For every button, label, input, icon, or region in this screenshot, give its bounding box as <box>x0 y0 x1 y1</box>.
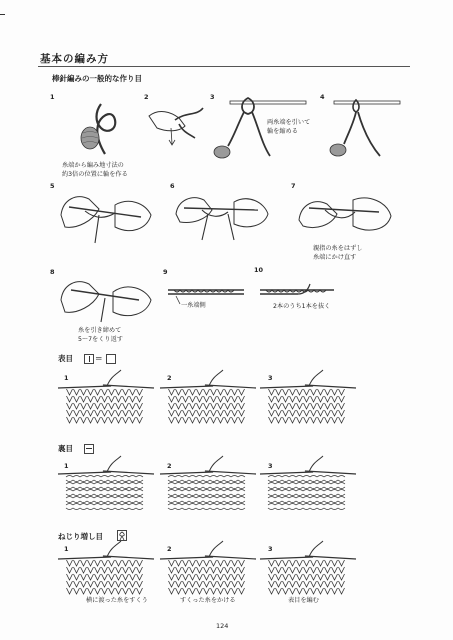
knit-swatch-1 <box>58 370 154 423</box>
step-number: 1 <box>64 374 69 382</box>
step-number: 1 <box>64 545 69 553</box>
step-caption: すくった糸をかける <box>180 597 236 604</box>
step-number: 10 <box>254 266 264 274</box>
step-caption: 一糸端側 <box>181 302 206 309</box>
twist-increase-swatch-2 <box>160 541 256 594</box>
step-number: 9 <box>163 268 168 276</box>
step-caption: 5〜7をくり返す <box>78 336 123 343</box>
cast-on-heading: 棒針編みの一般的な作り目 <box>52 74 142 83</box>
knit-swatch-2 <box>160 370 256 423</box>
twist-increase-heading: ねじり増し目 <box>58 532 103 541</box>
knit-heading: 表目 <box>58 354 73 363</box>
page-number: 124 <box>216 622 229 630</box>
equals-sign: ＝ <box>95 354 103 363</box>
step-caption: 2本のうち1本を抜く <box>273 303 331 310</box>
step-caption: 横に渡った糸をすくう <box>86 597 148 604</box>
step-number: 6 <box>170 182 175 190</box>
step-number: 4 <box>320 93 325 101</box>
step-number: 1 <box>50 93 55 101</box>
step-caption: 輪を縮める <box>267 128 298 135</box>
step-caption: 約3倍の位置に輪を作る <box>62 171 128 178</box>
step-number: 3 <box>210 93 215 101</box>
step-number: 8 <box>50 268 55 276</box>
purl-swatch-2 <box>160 456 256 510</box>
step-caption: 糸端から編み地寸法の <box>62 162 124 169</box>
step-number: 3 <box>268 462 273 470</box>
purl-swatch-3 <box>260 456 356 510</box>
step-number: 5 <box>50 182 55 190</box>
step-number: 3 <box>268 374 273 382</box>
twist-increase-swatch-3 <box>260 541 356 594</box>
knit-swatch-3 <box>260 370 356 423</box>
step-number: 2 <box>167 462 172 470</box>
purl-swatch-1 <box>58 456 154 510</box>
step-caption: 糸端にかけ直す <box>313 254 357 261</box>
step-caption: 糸を引き締めて <box>78 327 122 334</box>
page-title: 基本の編み方 <box>40 53 109 65</box>
step-number: 7 <box>291 182 296 190</box>
step-number: 1 <box>64 462 69 470</box>
step-caption: 両糸端を引いて <box>267 119 311 126</box>
twist-increase-swatch-1 <box>58 541 154 594</box>
step-number: 2 <box>144 93 149 101</box>
purl-heading: 裏目 <box>58 444 73 453</box>
step-number: 2 <box>167 374 172 382</box>
step-number: 2 <box>167 545 172 553</box>
step-caption: 表目を編む <box>288 597 319 604</box>
step-number: 3 <box>268 545 273 553</box>
step-caption: 親指の糸をはずし <box>313 245 363 252</box>
